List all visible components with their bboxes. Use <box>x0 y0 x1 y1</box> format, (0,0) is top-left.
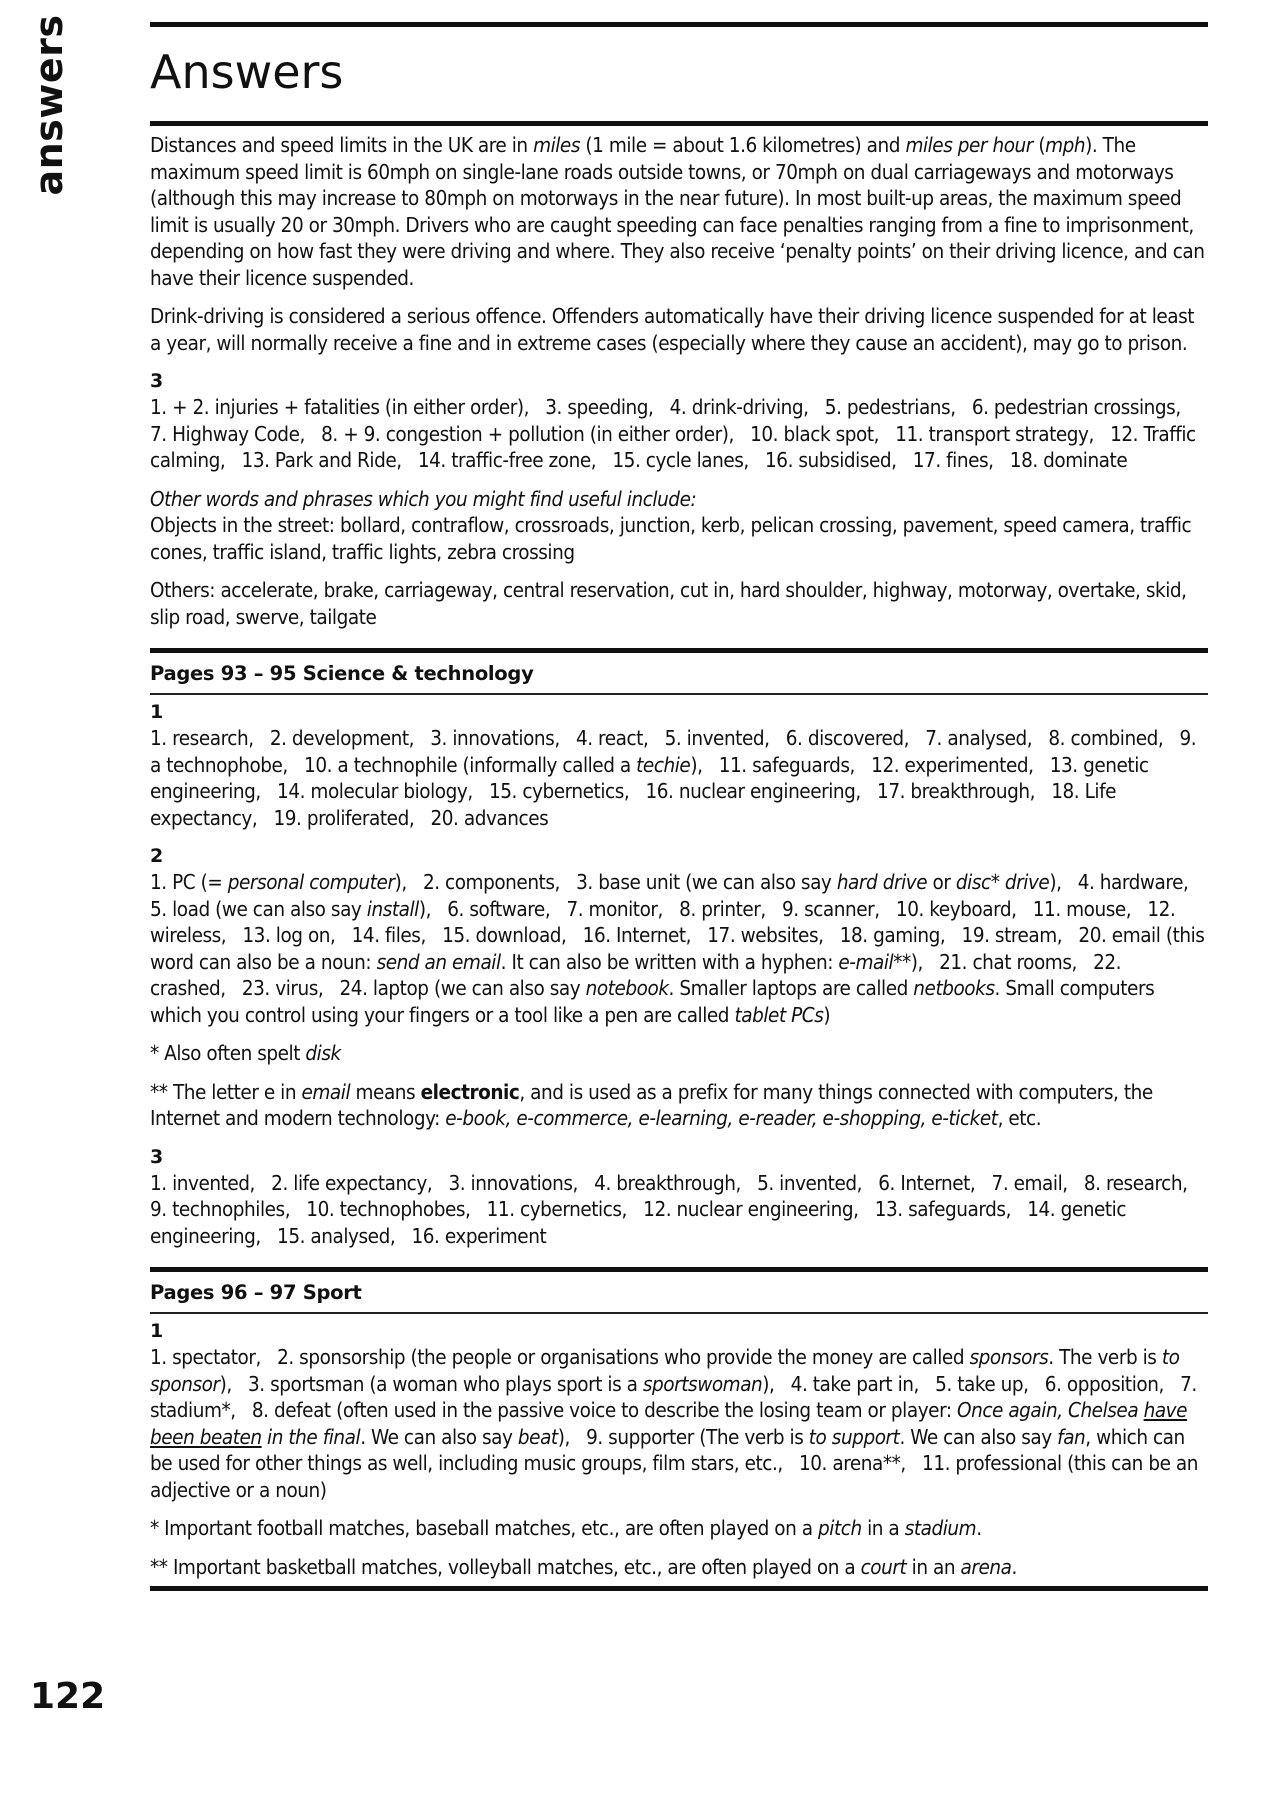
exercise-answers: 1. + 2. injuries + fatalities (in either order), 3. speeding, 4. drink-driving, 5. pedestrians, 6. pedestrian crossings, 7. Highway Code, 8. + 9. congestion + pollution (in either order), 10. black spot, 11. transport strategy, 12. Traffic calming, 13. Park and Ride, 14. traffic-free zone, 15. cycle lanes, 16. subsidised, 17. fines, 18. dominate <box>150 395 1196 472</box>
exercise-answers: 1. spectator, 2. sponsorship (the people or organisations who provide the money are called sponsors. The verb is to sponsor), 3. sportsman (a woman who plays sport is a sportswoman), 4. take part in, 5. take up, 6. opposition, 7. stadium*, 8. defeat (often used in the passive voice to describe the losing team or player: Once again, Chelsea have been beaten in the final. We can also say beat), 9. supporter (The verb is to support. We can also say fan, which can be used for other things as well, including music groups, film stars, etc., 10. arena**, 11. professional (this can be an adjective or a noun) <box>150 1345 1198 1502</box>
section-heading-sport: Pages 96 – 97 Sport <box>150 1281 362 1304</box>
exercise-number: 3 <box>150 1145 164 1168</box>
objects-in-street: Objects in the street: bollard, contraflow, crossroads, junction, kerb, pelican crossing, pavement, speed camera, traffic cones, traffic island, traffic lights, zebra crossing <box>150 513 1192 564</box>
section-heading-science: Pages 93 – 95 Science & technology <box>150 662 534 685</box>
exercise-answers: 1. research, 2. development, 3. innovations, 4. react, 5. invented, 6. discovered, 7. analysed, 8. combined, 9. a technophobe, 10. a technophile (informally called a techie), 11. safeguards, 12. experimented, 13. genetic engineering, 14. molecular biology, 15. cybernetics, 16. nuclear engineering, 17. breakthrough, 18. Life expectancy, 19. proliferated, 20. advances <box>150 726 1197 830</box>
exercise-answers: 1. PC (= personal computer), 2. components, 3. base unit (we can also say hard drive or disc* drive), 4. hardware, 5. load (we can also say install), 6. software, 7. monitor, 8. printer, 9. scanner, 10. keyboard, 11. mouse, 12. wireless, 13. log on, 14. files, 15. download, 16. Internet, 17. websites, 18. gaming, 19. stream, 20. email (this word can also be a noun: send an email. It can also be written with a hyphen: e-mail**), 21. chat rooms, 22. crashed, 23. virus, 24. laptop (we can also say notebook. Smaller laptops are called netbooks. Small computers which you control using your fingers or a tool like a pen are called tablet PCs) <box>150 870 1205 1027</box>
exercise-number: 1 <box>150 701 164 723</box>
exercise-number: 1 <box>150 1320 164 1342</box>
answers-column <box>150 0 1208 1591</box>
bottom-rule <box>150 1586 1208 1591</box>
exercise-number: 3 <box>150 370 164 392</box>
page-number: 122 <box>30 1676 106 1717</box>
other-words-intro: Other words and phrases which you might find useful include: <box>150 486 697 511</box>
footnote: * Important football matches, baseball matches, etc., are often played on a pitch in a stadium. <box>150 1516 982 1540</box>
exercise-number: 2 <box>150 845 164 867</box>
intro-paragraph-drink-driving: Drink-driving is considered a serious offence. Offenders automatically have their driving licence suspended for at least a year, will normally receive a fine and in extreme cases (especially where they cause an accident), may go to prison. <box>150 304 1195 355</box>
footnote: * Also often spelt disk <box>150 1041 341 1065</box>
footnote: ** Important basketball matches, volleyball matches, etc., are often played on a court in an arena. <box>150 1554 1017 1579</box>
exercise-answers: 1. invented, 2. life expectancy, 3. innovations, 4. breakthrough, 5. invented, 6. Internet, 7. email, 8. research, 9. technophiles, 10. technophobes, 11. cybernetics, 12. nuclear engineering, 13. safeguards, 14. genetic engineering, 15. analysed, 16. experiment <box>150 1170 1199 1248</box>
page-title: Answers <box>150 45 344 99</box>
intro-paragraph-speed: Distances and speed limits in the UK are in miles (1 mile = about 1.6 kilometres) and miles per hour (mph). The maximum speed limit is 60mph on single-lane roads outside towns, or 70mph on dual carriageways and motorways (although this may increase to 80mph on motorways in the near future). In most built-up areas, the maximum speed limit is usually 20 or 30mph. Drivers who are caught speeding can face penalties ranging from a fine to imprisonment, depending on how fast they were driving and where. They also receive ‘penalty points’ on their driving licence, and can have their licence suspended. <box>150 133 1205 290</box>
side-tab <box>18 14 80 196</box>
side-tab-label: answers <box>27 14 71 196</box>
other-vocabulary: Others: accelerate, brake, carriageway, central reservation, cut in, hard shoulder, highway, motorway, overtake, skid, slip road, swerve, tailgate <box>150 578 1187 629</box>
footnote: ** The letter e in email means electronic, and is used as a prefix for many things connected with computers, the Internet and modern technology: e-book, e-commerce, e-learning, e-reader, e-shopping, e-ticket, etc. <box>150 1079 1153 1130</box>
